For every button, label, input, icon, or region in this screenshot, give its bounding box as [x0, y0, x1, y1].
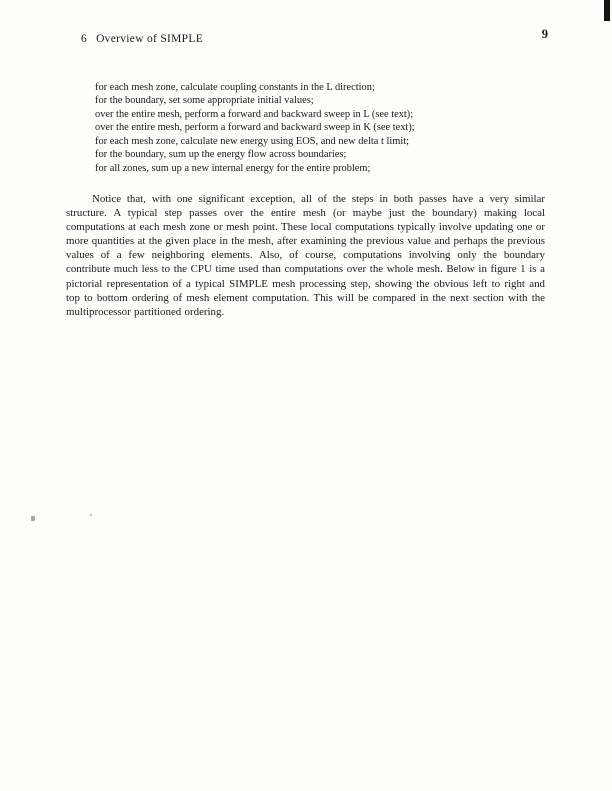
pseudocode-line: for the boundary, set some appropriate initial values; [95, 95, 314, 107]
scan-artifact-dot [90, 514, 92, 516]
pseudocode-listing [95, 81, 565, 175]
running-header [81, 33, 203, 45]
section-number: 6 [81, 33, 88, 45]
pseudocode-line: over the entire mesh, perform a forward and backward sweep in K (see text); [95, 122, 415, 134]
page-number: 9 [541, 27, 548, 41]
pseudocode-line: over the entire mesh, perform a forward and backward sweep in L (see text); [95, 108, 414, 120]
pseudocode-line: for the boundary, sum up the energy flow across boundaries; [95, 149, 347, 161]
pseudocode-line: for each mesh zone, calculate coupling constants in the L direction; [95, 82, 375, 93]
body-paragraph: Notice that, with one significant exception, all of the steps in both passes have a very similar structure. A typical step passes over the entire mesh (or maybe just the boundary) making local computations at each mesh zone or mesh point. These local computations typically involve updating one or more quantities at the given place in the mesh, after examining the previous value and perhaps the previous values of a few neighboring elements. Also, of course, computations involving only the boundary contribute much less to the CPU time used than computations over the whole mesh. Below in figure 1 is a pictorial representation of a typical SIMPLE mesh processing step, showing the obvious left to right and top to bottom ordering of mesh element computation. This will be compared in the next section with the multiprocessor partitioned ordering. [66, 193, 545, 318]
pseudocode-line: for all zones, sum up a new internal energy for the entire problem; [95, 162, 371, 174]
section-title: Overview of SIMPLE [96, 33, 204, 45]
scan-artifact-corner-bar [604, 0, 610, 21]
scan-artifact-speck [31, 516, 35, 521]
pseudocode-line: for each mesh zone, calculate new energy using EOS, and new delta t limit; [95, 135, 410, 147]
